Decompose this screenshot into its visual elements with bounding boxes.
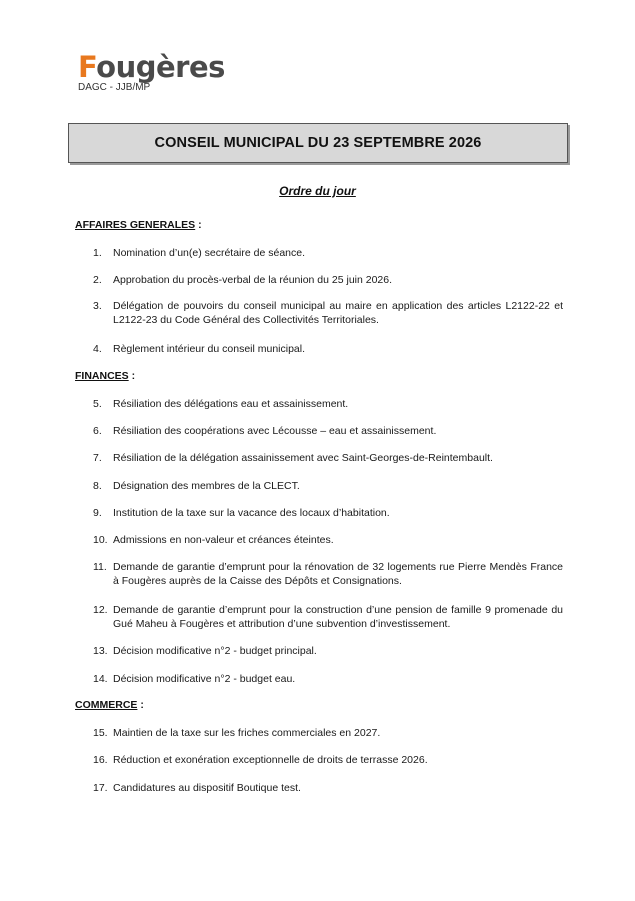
agenda-item [93, 560, 563, 588]
agenda-item [93, 726, 563, 740]
agenda-item [93, 299, 563, 327]
agenda-item [93, 424, 563, 438]
item-text: Institution de la taxe sur la vacance des locaux d’habitation. [113, 507, 390, 519]
fougeres-logo [78, 36, 225, 82]
item-number: 1. [93, 247, 102, 259]
title-box [68, 123, 568, 163]
agenda-item [93, 451, 563, 465]
agenda-item [93, 753, 563, 767]
item-number: 5. [93, 398, 102, 410]
item-text: Désignation des membres de la CLECT. [113, 480, 300, 492]
agenda-item [93, 533, 563, 547]
page-title: CONSEIL MUNICIPAL DU 23 SEPTEMBRE 2026 [154, 135, 482, 151]
item-number: 15. [93, 727, 108, 739]
item-number: 10. [93, 534, 108, 546]
item-number: 17. [93, 782, 108, 794]
section-title-suffix: : [195, 219, 202, 231]
item-number: 6. [93, 425, 102, 437]
item-text: Maintien de la taxe sur les friches commerciales en 2027. [113, 727, 381, 739]
item-number: 16. [93, 754, 108, 766]
item-number: 7. [93, 452, 102, 464]
section-title-affaires-generales [75, 219, 202, 231]
agenda-item [93, 342, 563, 356]
item-text: Admissions en non-valeur et créances éteintes. [113, 534, 334, 546]
item-text: Demande de garantie d’emprunt pour la construction d’une pension de famille 9 promenade du Gué Maheu à Fougères et attribution d’une subvention d’investissement. [113, 604, 563, 630]
agenda-heading: Ordre du jour [279, 184, 356, 198]
department-code: DAGC - JJB/MP [78, 82, 151, 93]
agenda-item [93, 644, 563, 658]
section-title-suffix: : [137, 699, 144, 711]
item-text: Résiliation de la délégation assainissement avec Saint-Georges-de-Reintembault. [113, 452, 493, 464]
item-text: Résiliation des coopérations avec Lécousse – eau et assainissement. [113, 425, 437, 437]
item-text: Approbation du procès-verbal de la réunion du 25 juin 2026. [113, 274, 393, 286]
agenda-item [93, 603, 563, 631]
item-number: 14. [93, 673, 108, 685]
agenda-item [93, 781, 563, 795]
logo-first-letter: F [78, 50, 97, 84]
agenda-item [93, 506, 563, 520]
item-number: 12. [93, 604, 108, 616]
item-text: Réduction et exonération exceptionnelle de droits de terrasse 2026. [113, 754, 428, 766]
section-title-label: COMMERCE [75, 699, 138, 711]
section-title-finances [75, 370, 135, 382]
item-text: Décision modificative n°2 - budget eau. [113, 673, 296, 685]
logo-wordmark [78, 50, 225, 84]
item-number: 4. [93, 343, 102, 355]
agenda-item [93, 479, 563, 493]
agenda-item [93, 672, 563, 686]
item-text: Résiliation des délégations eau et assainissement. [113, 398, 349, 410]
agenda-item [93, 273, 563, 287]
logo-rest: ougères [96, 50, 225, 84]
item-text: Candidatures au dispositif Boutique test. [113, 782, 301, 794]
section-title-label: FINANCES [75, 370, 129, 382]
item-text: Délégation de pouvoirs du conseil municipal au maire en application des articles L2122-22 et L2122-23 du Code Général des Collectivités Territoriales. [113, 300, 563, 326]
item-number: 2. [93, 274, 102, 286]
section-title-label: AFFAIRES GENERALES [75, 219, 196, 231]
section-title-suffix: : [128, 370, 136, 382]
item-number: 8. [93, 480, 102, 492]
item-text: Décision modificative n°2 - budget principal. [113, 645, 317, 657]
section-title-commerce [75, 699, 144, 711]
item-text: Demande de garantie d’emprunt pour la rénovation de 32 logements rue Pierre Mendès France à Fougères auprès de la Caisse des Dépôts et Consignations. [113, 561, 563, 587]
agenda-item [93, 246, 563, 260]
item-number: 11. [93, 561, 107, 573]
item-number: 9. [93, 507, 102, 519]
item-text: Nomination d’un(e) secrétaire de séance. [113, 247, 306, 259]
item-text: Règlement intérieur du conseil municipal. [113, 343, 306, 355]
item-number: 3. [93, 300, 102, 312]
item-number: 13. [93, 645, 108, 657]
agenda-item [93, 397, 563, 411]
